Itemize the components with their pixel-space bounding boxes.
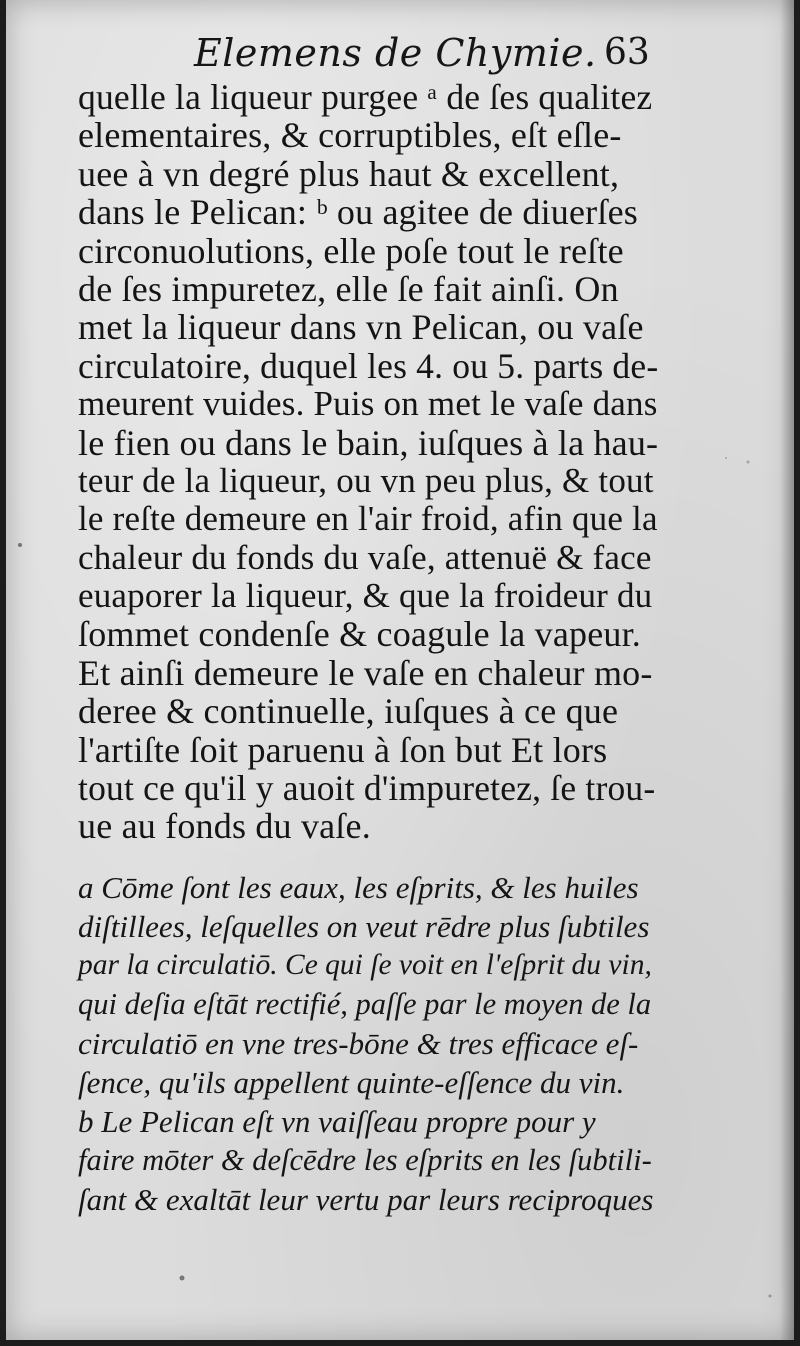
- text-line: circulatoire, duquel les 4. ou 5. parts de-: [78, 345, 659, 386]
- page-number: 63: [604, 32, 650, 73]
- note-line: ſence, qu'ils appellent quinte-eſſence du vin.: [78, 1065, 625, 1100]
- text-line: deree & continuelle, iuſques à ce que: [78, 691, 619, 732]
- text-line: de ſes impuretez, elle ſe fait ainſi. On: [78, 268, 619, 309]
- text-line: elementaires, & corruptibles, eſt eſle-: [78, 115, 622, 156]
- text-line: uee à vn degré plus haut & excellent,: [78, 153, 620, 194]
- paper-texture-specks: [6, 0, 794, 1340]
- text-line: l'artiſte ſoit paruenu à ſon but Et lors: [78, 729, 608, 770]
- text-line: ue au fonds du vaſe.: [78, 806, 371, 847]
- text-line: dans le Pelican: ᵇ ou agitee de diuerſes: [78, 192, 638, 233]
- note-line: ſant & exaltāt leur vertu par leurs reciproques: [78, 1182, 654, 1217]
- note-line: b Le Pelican eſt vn vaiſſeau propre pour y: [78, 1104, 596, 1139]
- text-line: circonuolutions, elle poſe tout le reſte: [78, 230, 624, 271]
- text-line: euaporer la liqueur, & que la froideur du: [78, 576, 653, 616]
- text-line: le reſte demeure en l'air froid, afin que la: [78, 499, 658, 539]
- text-line: teur de la liqueur, ou vn peu plus, & tout: [78, 460, 654, 500]
- text-line: Et ainſi demeure le vaſe en chaleur mo-: [78, 652, 653, 693]
- text-line: quelle la liqueur purgee ᵃ de ſes qualitez: [78, 77, 653, 117]
- book-page: [6, 0, 794, 1340]
- text-line: ſommet condenſe & coagule la vapeur.: [78, 614, 642, 655]
- note-line: faire mōter & deſcēdre les eſprits en les ſubtili-: [78, 1143, 652, 1177]
- text-line: chaleur du fonds du vaſe, attenuë & face: [78, 537, 652, 577]
- text-line: le fien ou dans le bain, iuſques à la hau-: [78, 422, 659, 463]
- running-title: Elemens de Chymie.: [194, 31, 597, 75]
- text-line: tout ce qu'il y auoit d'impuretez, ſe trou-: [78, 768, 656, 809]
- note-line: circulatiō en vne tres-bōne & tres efficace eſ-: [78, 1026, 639, 1061]
- note-line: diſtillees, leſquelles on veut rēdre plus ſubtiles: [78, 909, 650, 944]
- note-line: qui deſia eſtāt rectifié, paſſe par le moyen de la: [78, 987, 652, 1021]
- text-line: meurent vuides. Puis on met le vaſe dans: [78, 384, 658, 424]
- note-line: a Cōme ſont les eaux, les eſprits, & les huiles: [78, 870, 639, 905]
- text-line: met la liqueur dans vn Pelican, ou vaſe: [78, 307, 644, 348]
- note-line: par la circulatiō. Ce qui ſe voit en l'eſprit du vin,: [78, 949, 652, 981]
